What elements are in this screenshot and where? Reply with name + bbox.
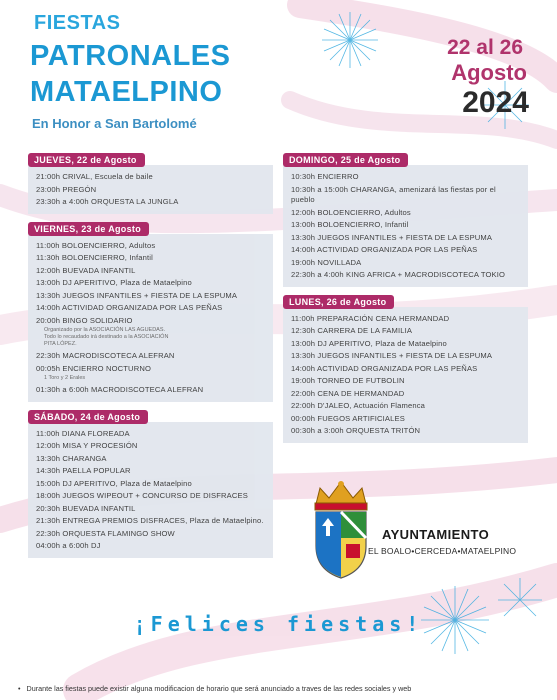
footnote-text: Durante las fiestas puede existir alguna modificacion de horario que será anunciado a traves de las redes sociales y web xyxy=(26,684,412,693)
event-row: 11:00h PREPARACIÓN CENA HERMANDAD xyxy=(291,313,450,323)
title-patronales: PATRONALES xyxy=(30,40,231,72)
day-domingo xyxy=(283,150,528,287)
event-row: 22:30h a 4:00h KING AFRICA + MACRODISCOTECA TOKIO xyxy=(291,270,506,279)
event-row: 11:30h BOLOENCIERRO, Infantil xyxy=(36,253,153,262)
bullet-icon: • xyxy=(18,684,21,693)
event-row: 21:30h ENTREGA PREMIOS DISFRACES, Plaza de Mataelpino. xyxy=(36,516,264,525)
day-header: JUEVES, 22 de Agosto xyxy=(28,153,145,167)
event-row: 13:30h JUEGOS INFANTILES + FIESTA DE LA ESPUMA xyxy=(291,232,493,242)
day-lunes xyxy=(283,292,528,443)
event-row: 13:00h DJ APERITIVO, Plaza de Mataelpino xyxy=(36,278,192,287)
event-row: 12:30h CARRERA DE LA FAMILIA xyxy=(291,326,413,335)
event-row: 10:30h ENCIERRO xyxy=(291,172,359,181)
event-row: 00:05h ENCIERRO NOCTURNO xyxy=(36,363,152,373)
event-row: 21:00h CRIVAL, Escuela de baile xyxy=(36,172,153,181)
event-row: 23:30h a 4:00h ORQUESTA LA JUNGLA xyxy=(36,197,179,206)
event-row: 10:30h a 15:00h CHARANGA, amenizará las fiestas por el pueblo xyxy=(291,184,496,204)
title-mataelpino: MATAELPINO xyxy=(30,76,223,108)
event-row: 13:00h BOLOENCIERRO, Infantil xyxy=(291,220,409,229)
closing-felices-fiestas: ¡Felices fiestas! xyxy=(133,612,424,636)
event-row: 20:00h BINGO SOLIDARIO xyxy=(36,315,133,325)
ayuntamiento-sub: EL BOALO•CERCEDA•MATAELPINO xyxy=(368,546,517,556)
event-row: 14:00h ACTIVIDAD ORGANIZADA POR LAS PEÑAS xyxy=(291,363,478,373)
day-panel xyxy=(28,234,273,402)
ayuntamiento-name: AYUNTAMIENTO xyxy=(382,527,490,542)
event-row: 00:00h FUEGOS ARTIFICIALES xyxy=(291,413,405,423)
event-note: Organizado por la ASOCIACIÓN LAS AGUEDAS. Todo lo recaudado irá destinado a la ASOCIACIÓN PITA LÓPEZ. xyxy=(44,327,169,347)
event-row: 13:30h CHARANGA xyxy=(36,453,107,463)
day-header: DOMINGO, 25 de Agosto xyxy=(283,153,408,167)
event-row: 11:00h BOLOENCIERRO, Adultos xyxy=(36,240,156,250)
event-row: 19:00h TORNEO DE FUTBOLIN xyxy=(291,376,405,385)
event-row: 13:30h JUEGOS INFANTILES + FIESTA DE LA ESPUMA xyxy=(36,290,238,300)
day-header: LUNES, 26 de Agosto xyxy=(283,295,394,309)
event-row: 20:30h BUEVADA INFANTIL xyxy=(36,503,136,513)
day-panel xyxy=(28,422,273,558)
event-row: 13:30h JUEGOS INFANTILES + FIESTA DE LA ESPUMA xyxy=(291,351,493,360)
event-row: 14:00h ACTIVIDAD ORGANIZADA POR LAS PEÑAS xyxy=(36,303,223,312)
event-row: 11:00h DIANA FLOREADA xyxy=(36,428,130,438)
date-month: Agosto xyxy=(451,60,527,85)
day-sabado xyxy=(28,407,273,558)
coat-of-arms-icon xyxy=(302,478,380,580)
event-row: 12:00h BOLOENCIERRO, Adultos xyxy=(291,207,411,217)
event-row: 22:30h ORQUESTA FLAMINGO SHOW xyxy=(36,528,175,538)
event-row: 13:00h DJ APERITIVO, Plaza de Mataelpino xyxy=(291,338,447,348)
date-block xyxy=(447,36,529,120)
event-row: 12:00h MISA Y PROCESIÓN xyxy=(36,441,138,450)
event-row: 14:30h PAELLA POPULAR xyxy=(36,466,131,475)
event-row: 22:00h D'JALEO, Actuación Flamenca xyxy=(291,401,426,410)
title-fiestas: FIESTAS xyxy=(34,12,121,34)
event-row: 14:00h ACTIVIDAD ORGANIZADA POR LAS PEÑAS xyxy=(291,245,478,254)
event-row: 22:30h MACRODISCOTECA ALEFRAN xyxy=(36,351,175,360)
event-row: 01:30h a 6:00h MACRODISCOTECA ALEFRAN xyxy=(36,385,204,394)
day-panel xyxy=(28,165,273,214)
day-panel xyxy=(283,165,528,287)
schedule-left-column xyxy=(28,150,273,558)
date-year: 2024 xyxy=(462,86,529,119)
footnote xyxy=(18,684,411,693)
event-row: 12:00h BUEVADA INFANTIL xyxy=(36,265,136,275)
subtitle-honor: En Honor a San Bartolomé xyxy=(32,116,197,131)
event-row: 18:00h JUEGOS WIPEOUT + CONCURSO DE DISFRACES xyxy=(36,491,248,500)
day-jueves xyxy=(28,150,273,214)
date-range: 22 al 26 xyxy=(447,36,523,59)
event-row: 00:30h a 3:00h ORQUESTA TRITÓN xyxy=(291,426,421,435)
event-note: 1 Toro y 2 Erales xyxy=(44,375,86,381)
event-row: 15:00h DJ APERITIVO, Plaza de Mataelpino xyxy=(36,478,192,488)
event-row: 04:00h a 6:00h DJ xyxy=(36,541,101,550)
event-row: 22:00h CENA DE HERMANDAD xyxy=(291,388,405,398)
event-row: 23:00h PREGÓN xyxy=(36,184,97,194)
schedule-right-column xyxy=(283,150,528,443)
day-panel xyxy=(283,307,528,443)
day-header: SÁBADO, 24 de Agosto xyxy=(28,410,148,424)
day-header: VIERNES, 23 de Agosto xyxy=(28,222,149,236)
event-row: 19:00h NOVILLADA xyxy=(291,257,362,267)
day-viernes xyxy=(28,219,273,402)
